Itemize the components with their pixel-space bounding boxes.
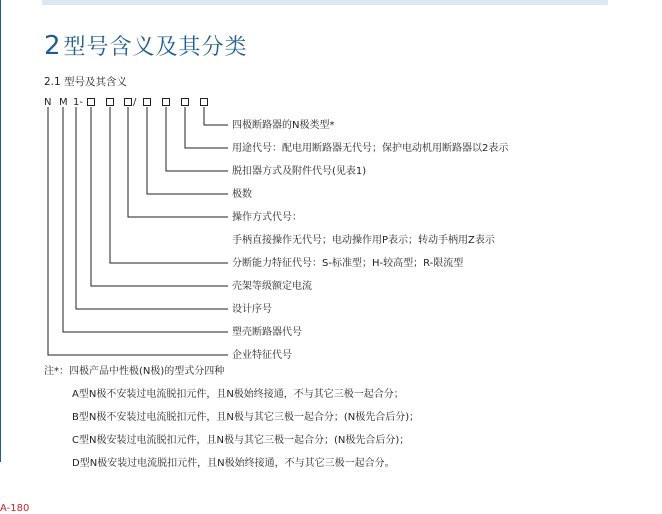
label-operation-detail: 手柄直接操作无代号；电动操作用P表示；转动手柄用Z表示 [232, 235, 495, 246]
note-item-a: A型N极不安装过电流脱扣元件，且N极始终接通，不与其它三极一起合分； [72, 389, 404, 400]
note-heading: 注*：四极产品中性极(N极)的型式分四种 [44, 366, 225, 377]
code-char-m: M [59, 97, 68, 108]
leader-frame-current [91, 107, 228, 286]
leader-mccb-code [63, 107, 228, 332]
code-char-1: 1- [73, 97, 83, 108]
label-poles: 极数 [232, 189, 252, 200]
leader-usage [185, 107, 228, 148]
leader-poles [147, 107, 228, 194]
label-operation-code: 操作方式代号： [232, 212, 302, 223]
note-item-d: D型N极安装过电流脱扣元件，且N极始终接通，不与其它三极一起合分。 [72, 458, 395, 469]
leader-operation [128, 107, 228, 217]
code-char-n: N [44, 97, 52, 108]
label-breaking-capacity: 分断能力特征代号：S-标准型；H-较高型；R-限流型 [232, 258, 464, 269]
section-title-text: 型号含义及其分类 [63, 35, 248, 60]
code-slash: / [133, 97, 137, 108]
page-number: A-180 [0, 503, 30, 514]
subsection-heading: 2.1 型号及其含义 [44, 76, 128, 88]
leader-release [166, 107, 228, 171]
leader-enterprise [48, 107, 228, 355]
note-item-b: B型N极不安装过电流脱扣元件，且N极与其它三极一起合分；(N极先合后分)； [72, 412, 420, 423]
leader-n-pole-type [204, 107, 228, 125]
label-mccb-code: 塑壳断路器代号 [232, 327, 302, 338]
label-frame-current: 壳架等级额定电流 [232, 281, 312, 292]
label-release-code: 脱扣器方式及附件代号(见表1) [232, 166, 367, 177]
label-design-serial: 设计序号 [232, 304, 272, 315]
note-item-c: C型N极安装过电流脱扣元件，且N极与其它三极一起合分；(N极先合后分)； [72, 435, 410, 446]
leader-design-serial [76, 107, 228, 309]
label-usage-code: 用途代号：配电用断路器无代号；保护电动机用断路器以2表示 [232, 143, 509, 154]
label-enterprise-code: 企业特征代号 [232, 350, 292, 361]
label-n-pole-type: 四极断路器的N极类型* [232, 120, 335, 131]
section-number: 2 [44, 31, 62, 61]
